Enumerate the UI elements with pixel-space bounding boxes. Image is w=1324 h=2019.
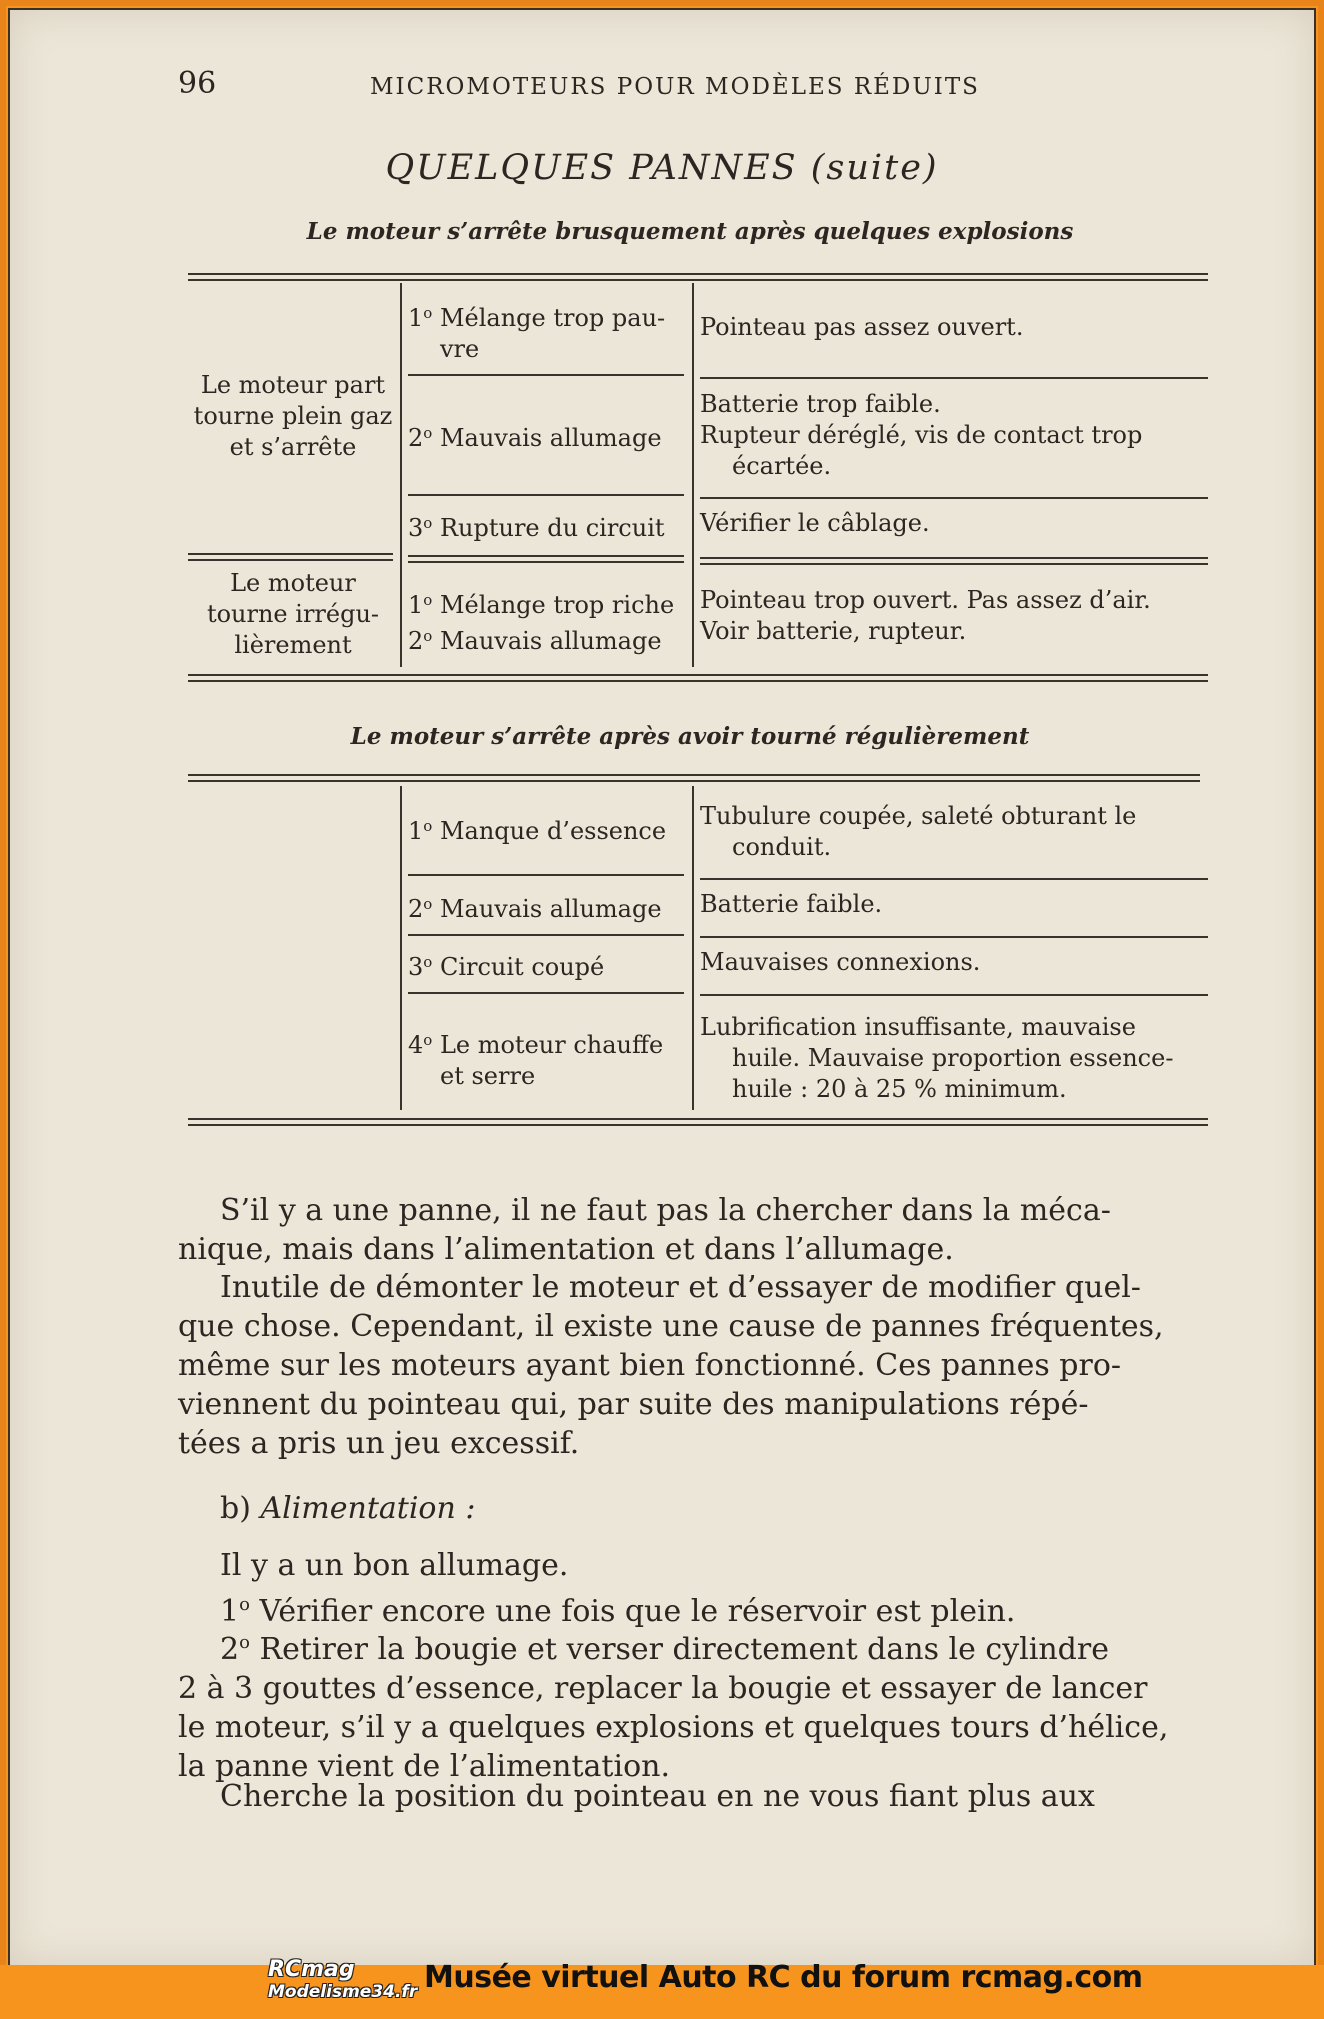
table1-cause-rule-1: [408, 374, 684, 376]
table1-bottom-rule-a: [188, 674, 1208, 676]
page-title: QUELQUES PANNES (suite): [385, 148, 939, 188]
table2-bottom-rule-a: [188, 1118, 1208, 1120]
table1-label-rule-a: [188, 553, 393, 555]
paragraph-1: S’il y a une panne, il ne faut pas la chercher dans la méca- nique, mais dans l’alimentation et dans l’allumage.: [178, 1193, 1111, 1267]
rcmag-logo: RCmag: [268, 1957, 355, 1982]
section1-heading: Le moteur s’arrête brusquement après quelques explosions: [306, 218, 1074, 245]
t1-remedy-2: Batterie trop faible. Rupteur déréglé, vis de contact trop écartée.: [700, 390, 1143, 480]
subheading: b) Alimentation :: [220, 1491, 476, 1526]
table2-top-rule-a: [188, 774, 1200, 776]
step-1: 1$^o$ Vérifier encore une fois que le réservoir est plein.: [220, 1594, 1016, 1629]
table1-remedy-rule-2: [700, 497, 1208, 499]
t2-cause-4: 4$^o$ Le moteur chauffe et serre: [408, 1031, 664, 1090]
paragraph-2: Inutile de démonter le moteur et d’essayer de modifier quel- que chose. Cependant, il existe une cause de pannes fréquentes, même sur les moteurs ayant bien fonctionné. Ces pannes pro- viennent du pointeau qui, par suite des manipulations répé- tées a pris un jeu excessif.: [178, 1270, 1164, 1461]
table2-col-divider-2: [692, 786, 694, 1110]
table2-remedy-rule-2: [700, 936, 1208, 938]
t1-remedy-3: Vérifier le câblage.: [700, 509, 930, 537]
t2-remedy-2: Batterie faible.: [700, 890, 883, 918]
table1-col-divider-1: [400, 283, 402, 667]
table2-cause-rule-3: [408, 992, 684, 994]
t1-cause-1: 1$^o$ Mélange trop pau- vre: [408, 304, 666, 363]
t1-cause-4: 1$^o$ Mélange trop riche 2$^o$ Mauvais allumage: [408, 591, 675, 655]
t1-remedy-4: Pointeau trop ouvert. Pas assez d’air. Voir batterie, rupteur.: [700, 586, 1151, 645]
t1-remedy-1: Pointeau pas assez ouvert.: [700, 313, 1024, 341]
table1-remedy-rule-1: [700, 377, 1208, 379]
page-number: 96: [178, 66, 217, 101]
step-2: 2$^o$ Retirer la bougie et verser directement dans le cylindre 2 à 3 gouttes d’essence, replacer la bougie et essayer de lancer le moteur, s’il y a quelques explosions et quelques tours d’hélice, la panne vient de l’alimentation.: [178, 1632, 1169, 1784]
t2-cause-1: 1$^o$ Manque d’essence: [408, 817, 667, 845]
table1-label-rule-b: [188, 559, 393, 561]
group1-label: Le moteur part tourne plein gaz et s’arrête: [193, 371, 393, 461]
t1-cause-2: 2$^o$ Mauvais allumage: [408, 424, 662, 452]
table2-cause-rule-1: [408, 874, 684, 876]
table2-col-divider-1: [400, 786, 402, 1110]
group2-label: Le moteur tourne irrégu- lièrement: [206, 569, 380, 659]
line-a: Il y a un bon allumage.: [220, 1548, 569, 1583]
table1-cause-rule-3b: [408, 561, 684, 563]
t2-cause-2: 2$^o$ Mauvais allumage: [408, 895, 662, 923]
table2-bottom-rule-b: [188, 1124, 1208, 1126]
section2-heading: Le moteur s’arrête après avoir tourné régulièrement: [350, 723, 1030, 750]
t1-cause-3: 3$^o$ Rupture du circuit: [408, 514, 665, 542]
t2-cause-3: 3$^o$ Circuit coupé: [408, 953, 605, 981]
table2-top-rule-b: [188, 780, 1200, 782]
t2-remedy-4: Lubrification insuffisante, mauvaise huile. Mauvaise proportion essence- huile : 20 à 25 % minimum.: [700, 1013, 1174, 1103]
table1-cause-rule-2: [408, 494, 684, 496]
museum-caption: Musée virtuel Auto RC du forum rcmag.com: [424, 1960, 1143, 1995]
table1-remedy-rule-3b: [700, 563, 1208, 565]
t2-remedy-1: Tubulure coupée, saleté obturant le conduit.: [700, 802, 1137, 861]
table1-remedy-rule-3a: [700, 557, 1208, 559]
table1-cause-rule-3a: [408, 555, 684, 557]
table1-col-divider-2: [692, 283, 694, 667]
table1-bottom-rule-b: [188, 680, 1208, 682]
table2-remedy-rule-1: [700, 878, 1208, 880]
table2-remedy-rule-3: [700, 994, 1208, 996]
table1-top-rule-a: [188, 273, 1208, 275]
modelisme-logo: Modelisme34.fr: [268, 1982, 418, 2002]
running-title: MICROMOTEURS POUR MODÈLES RÉDUITS: [370, 74, 980, 100]
table1-top-rule-b: [188, 279, 1208, 281]
last-line: Cherche la position du pointeau en ne vous fiant plus aux: [220, 1779, 1095, 1814]
table2-cause-rule-2: [408, 934, 684, 936]
t2-remedy-3: Mauvaises connexions.: [700, 948, 981, 976]
